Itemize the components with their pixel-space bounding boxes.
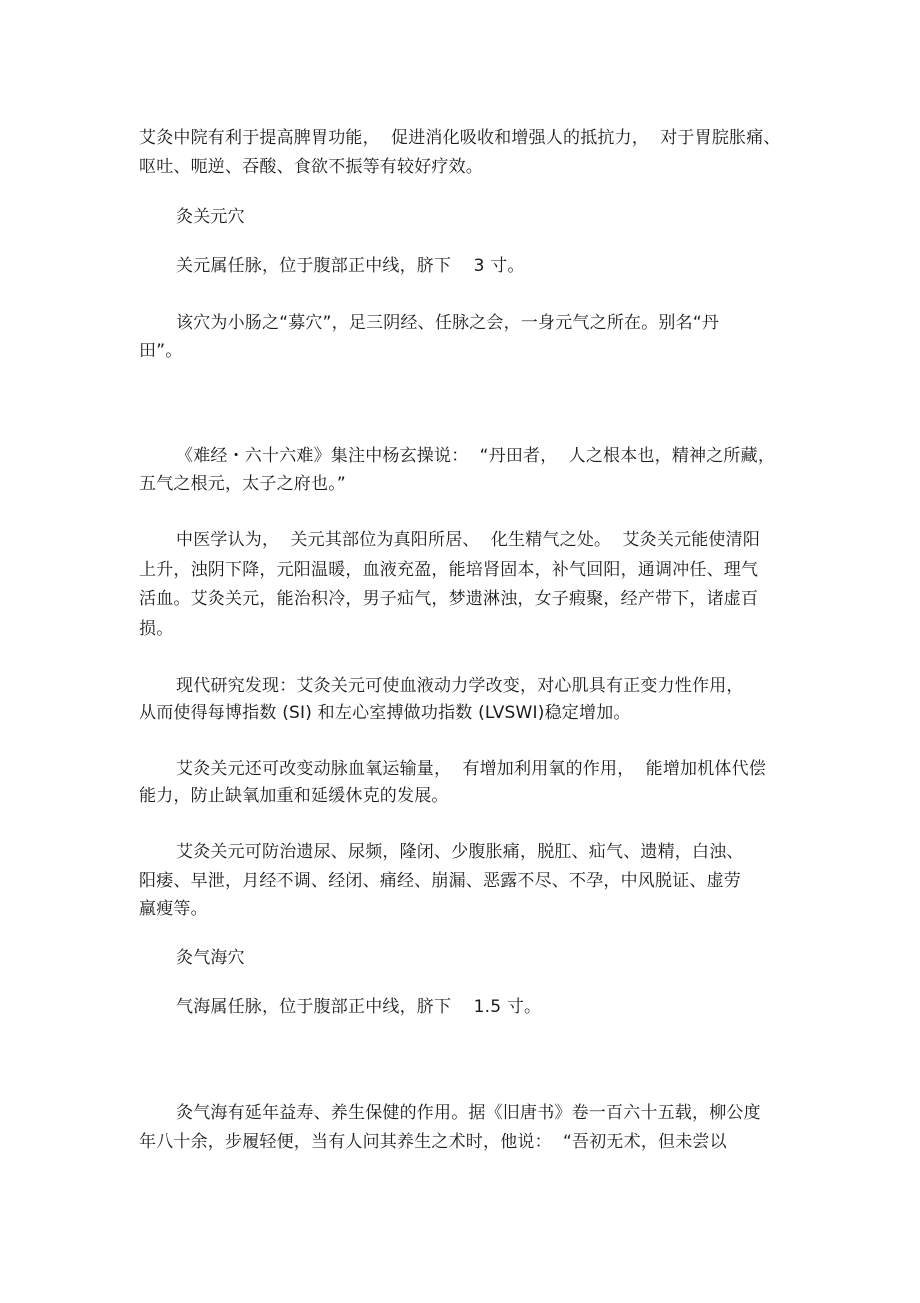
paragraph-line: 艾灸关元还可改变动脉血氧运输量， 有增加利用氧的作用， 能增加机体代偿 <box>176 759 767 779</box>
paragraph-line: 羸瘦等。 <box>139 899 208 919</box>
paragraph-line: 气海属任脉，位于腹部正中线，脐下 1.5 寸。 <box>176 997 542 1017</box>
paragraph-line: 从而使得每博指数 (SI) 和左心室搏做功指数 (LVSWI)稳定增加。 <box>139 703 631 723</box>
paragraph-line: 灸气海有延年益寿、养生保健的作用。据《旧唐书》卷一百六十五载，柳公度 <box>176 1103 761 1123</box>
paragraph-line: 《难经・六十六难》集注中杨玄操说： “丹田者， 人之根本也，精神之所藏， <box>176 446 776 466</box>
paragraph-line: 田”。 <box>139 341 183 361</box>
paragraph-line: 年八十余，步履轻便，当有人问其养生之术时，他说： “吾初无术，但未尝以 <box>139 1132 727 1152</box>
section-heading: 灸气海穴 <box>176 948 245 968</box>
paragraph-line: 损。 <box>139 619 174 639</box>
paragraph-line: 现代研究发现：艾灸关元可使血液动力学改变，对心肌具有正变力性作用， <box>176 676 744 696</box>
paragraph-line: 中医学认为， 关元其部位为真阳所居、 化生精气之处。 艾灸关元能使清阳 <box>176 530 761 550</box>
paragraph-line: 五气之根元，太子之府也。” <box>139 474 346 494</box>
paragraph-line: 上升，浊阴下降，元阳温暖，血液充盈，能培肾固本，补气回阳，通调冲任、理气 <box>139 560 759 580</box>
paragraph-line: 阳痿、早泄，月经不调、经闭、痛经、崩漏、恶露不尽、不孕，中风脱证、虚劳 <box>139 871 741 891</box>
paragraph-line: 能力，防止缺氧加重和延缓休克的发展。 <box>139 786 449 806</box>
paragraph-line: 呕吐、呃逆、吞酸、食欲不振等有较好疗效。 <box>139 157 483 177</box>
paragraph-line: 该穴为小肠之“募穴”，足三阴经、任脉之会，一身元气之所在。别名“丹 <box>176 313 720 333</box>
paragraph-line: 艾灸关元可防治遗尿、尿频，隆闭、少腹胀痛，脱肛、疝气、遗精，白浊、 <box>176 842 744 862</box>
paragraph-line: 艾灸中院有利于提高脾胃功能， 促进消化吸收和增强人的抵抗力， 对于胃脘胀痛、 <box>139 128 781 148</box>
paragraph-line: 关元属任脉，位于腹部正中线，脐下 3 寸。 <box>176 256 525 276</box>
paragraph-line: 活血。艾灸关元，能治积冷，男子疝气，梦遗淋浊，女子瘕聚，经产带下，诸虚百 <box>139 589 759 609</box>
section-heading: 灸关元穴 <box>176 207 245 227</box>
